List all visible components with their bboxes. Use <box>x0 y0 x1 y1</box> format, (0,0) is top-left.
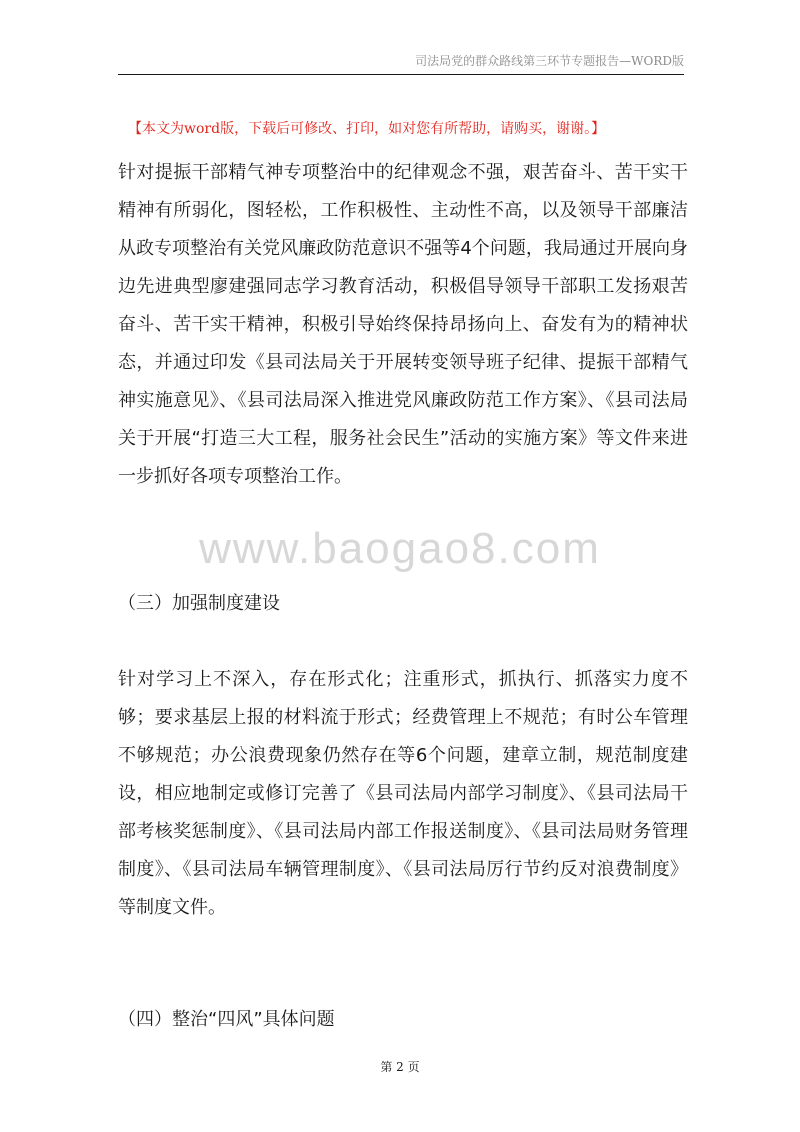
body-paragraph-2: 针对学习上不深入，存在形式化；注重形式，抓执行、抓落实力度不够；要求基层上报的材料流于形式；经费管理上不规范；有时公车管理不够规范；办公浪费现象仍然存在等6个问题，建章立制，规范制度建设，相应地制定或修订完善了《县司法局内部学习制度》、《县司法局干部考核奖惩制度》、《县司法局内部工作报送制度》、《县司法局财务管理制度》、《县司法局车辆管理制度》、《县司法局厉行节约反对浪费制度》等制度文件。 <box>118 669 688 918</box>
section-heading-3: （三）加强制度建设 <box>118 593 280 614</box>
header-divider <box>118 74 684 75</box>
section-heading-4: （四）整治“四风”具体问题 <box>118 1009 335 1030</box>
body-paragraph-1: 针对提振干部精气神专项整治中的纪律观念不强，艰苦奋斗、苦干实干精神有所弱化，图轻松，工作积极性、主动性不高，以及领导干部廉洁从政专项整治有关党风廉政防范意识不强等4个问题，我局通过开展向身边先进典型廖建强同志学习教育活动，积极倡导领导干部职工发扬艰苦奋斗、苦干实干精神，积极引导始终保持昂扬向上、奋发有为的精神状态，并通过印发《县司法局关于开展转变领导班子纪律、提振干部精气神实施意见》、《县司法局深入推进党风廉政防范工作方案》、《县司法局关于开展“打造三大工程，服务社会民生”活动的实施方案》等文件来进一步抓好各项专项整治工作。 <box>118 162 688 487</box>
watermark: www.baogao8.com <box>199 524 601 573</box>
purchase-notice: 【本文为word版，下载后可修改、打印，如对您有所帮助，请购买，谢谢。】 <box>128 121 606 137</box>
page-number: 第 2 页 <box>380 1060 420 1074</box>
running-header: 司法局党的群众路线第三环节专题报告—WORD版 <box>415 54 684 68</box>
